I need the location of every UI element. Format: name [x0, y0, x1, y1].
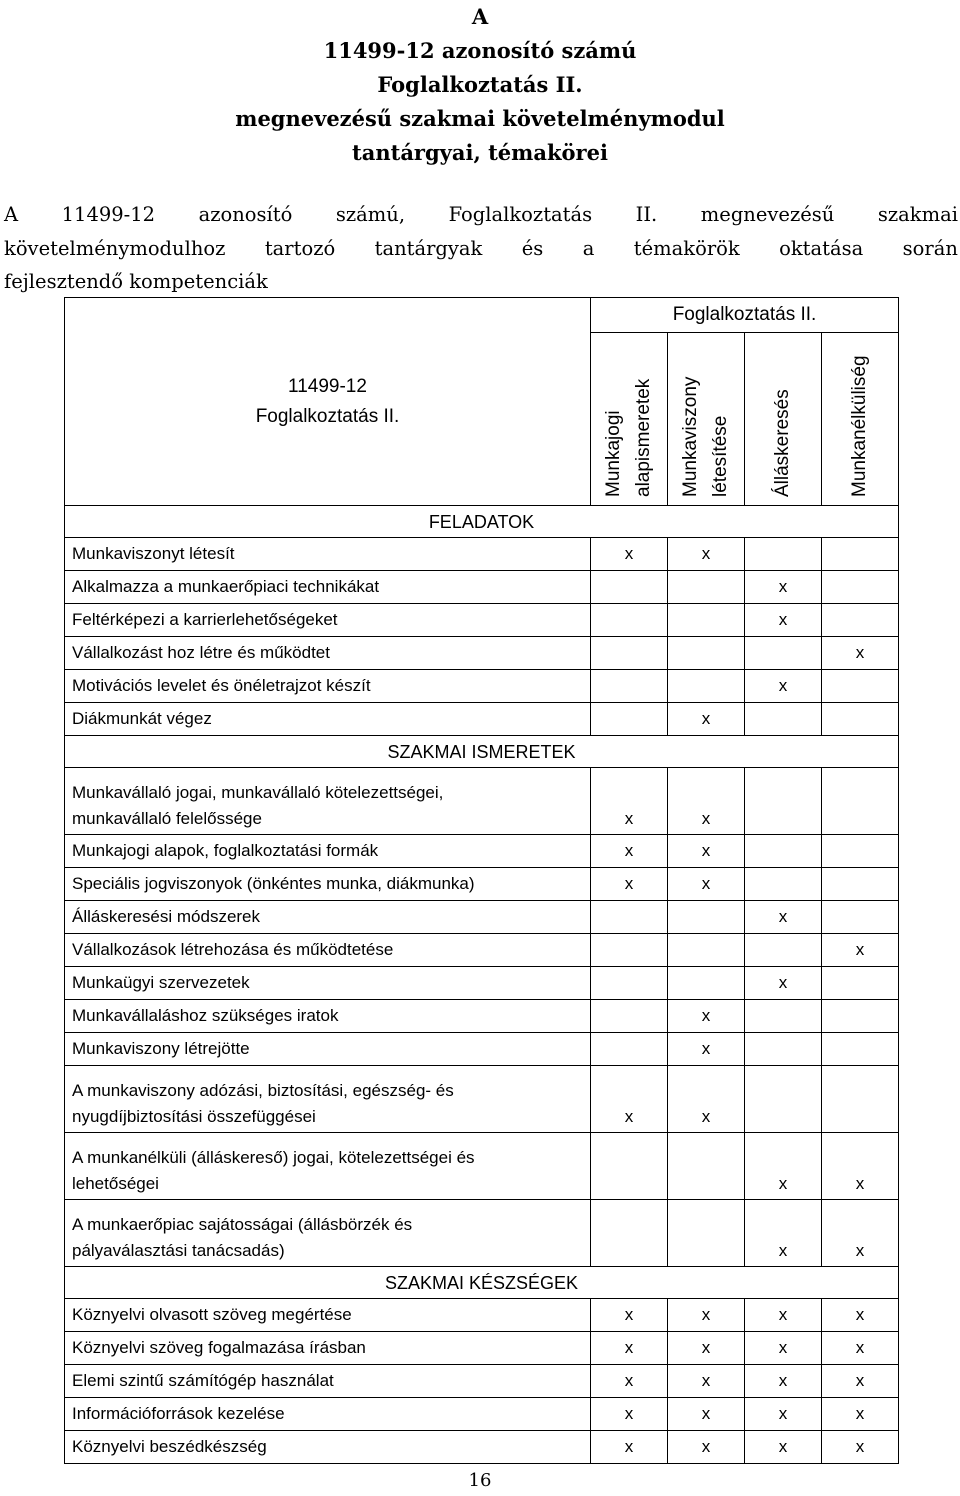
table-row: [65, 1200, 899, 1267]
intro-word: A: [4, 203, 19, 226]
title-line: Foglalkoztatás II.: [377, 72, 583, 97]
row-label-line: Diákmunkát végez: [72, 709, 212, 728]
row-label-line: Munkaviszonyt létesít: [72, 544, 235, 563]
intro-word: követelménymodulhoz: [4, 236, 226, 260]
row-label-line: Munkavállaláshoz szükséges iratok: [72, 1006, 339, 1025]
mark-cell: x: [745, 901, 822, 934]
row-label-line: Munkajogi alapok, foglalkoztatási formák: [72, 841, 379, 860]
page-number: 16: [468, 1470, 492, 1491]
mark-cell: [745, 868, 822, 901]
mark-cell: x: [822, 1299, 899, 1332]
column-header-1: [591, 333, 668, 506]
mark-cell: x: [822, 1431, 899, 1464]
mark-cell: x: [822, 934, 899, 967]
mark-cell: [591, 967, 668, 1000]
subject-group-header: Foglalkoztatás II.: [591, 298, 899, 333]
row-label: [65, 1398, 591, 1431]
mark-cell: [591, 901, 668, 934]
row-label: [65, 571, 591, 604]
mark-cell: x: [745, 1200, 822, 1267]
row-label: [65, 1431, 591, 1464]
mark-cell: [822, 571, 899, 604]
mark-cell: [591, 571, 668, 604]
mark-cell: [745, 1066, 822, 1133]
row-label-line: Köznyelvi szöveg fogalmazása írásban: [72, 1338, 366, 1357]
mark-cell: x: [668, 1066, 745, 1133]
table-row: [65, 670, 899, 703]
mark-cell: x: [591, 538, 668, 571]
table-row: [65, 1133, 899, 1200]
row-label: [65, 1133, 591, 1200]
mark-cell: [822, 703, 899, 736]
row-label: [65, 637, 591, 670]
row-label: [65, 1066, 591, 1133]
mark-cell: x: [668, 1398, 745, 1431]
mark-cell: [822, 967, 899, 1000]
row-label-line: Speciális jogviszonyok (önkéntes munka, diákmunka): [72, 874, 475, 893]
table-row: [65, 1299, 899, 1332]
table-row: [65, 1398, 899, 1431]
mark-cell: x: [591, 1299, 668, 1332]
mark-cell: [591, 1133, 668, 1200]
mark-cell: [668, 901, 745, 934]
mark-cell: x: [745, 1299, 822, 1332]
intro-word: megnevezésű: [700, 203, 835, 226]
row-label: [65, 1200, 591, 1267]
section-header: FELADATOK: [65, 506, 899, 538]
mark-cell: [591, 604, 668, 637]
title-line: tantárgyai, témakörei: [352, 140, 608, 165]
table-corner-cell: [65, 298, 591, 506]
mark-cell: x: [591, 1365, 668, 1398]
row-label-line: Munkaviszony létrejötte: [72, 1039, 250, 1058]
row-label: [65, 835, 591, 868]
column-header-text: [768, 389, 798, 497]
mark-cell: [822, 1066, 899, 1133]
mark-cell: [591, 1200, 668, 1267]
table-row: [65, 1000, 899, 1033]
table-row: [65, 604, 899, 637]
table-row: [65, 835, 899, 868]
mark-cell: x: [745, 1133, 822, 1200]
column-header-text: [599, 379, 659, 497]
mark-cell: [591, 637, 668, 670]
mark-cell: x: [668, 1000, 745, 1033]
column-header-line: létesítése: [710, 415, 731, 497]
mark-cell: [745, 768, 822, 835]
mark-cell: [745, 538, 822, 571]
row-label-line: nyugdíjbiztosítási összefüggései: [72, 1107, 316, 1126]
mark-cell: x: [668, 1033, 745, 1066]
intro-word: a: [582, 236, 595, 260]
column-header-line: Álláskeresés: [772, 389, 793, 497]
mark-cell: [745, 703, 822, 736]
intro-word: azonosító: [198, 203, 293, 226]
mark-cell: x: [745, 1431, 822, 1464]
mark-cell: x: [822, 1332, 899, 1365]
row-label-line: Vállalkozások létrehozása és működtetése: [72, 940, 394, 959]
mark-cell: x: [745, 1365, 822, 1398]
row-label-line: Információforrások kezelése: [72, 1404, 285, 1423]
row-label: [65, 967, 591, 1000]
table-row: [65, 703, 899, 736]
intro-word: számú,: [335, 203, 406, 226]
mark-cell: [822, 538, 899, 571]
row-label-line: Köznyelvi beszédkészség: [72, 1437, 267, 1456]
table-row: [65, 1332, 899, 1365]
table-row: [65, 637, 899, 670]
intro-word: 11499-12: [61, 203, 156, 226]
mark-cell: [745, 637, 822, 670]
column-header-4: [822, 333, 899, 506]
mark-cell: x: [591, 1431, 668, 1464]
mark-cell: x: [745, 604, 822, 637]
row-label: [65, 1033, 591, 1066]
mark-cell: [745, 835, 822, 868]
mark-cell: [591, 703, 668, 736]
intro-word: oktatása: [779, 236, 864, 260]
document-title: [0, 0, 960, 170]
mark-cell: x: [668, 1431, 745, 1464]
section-header: SZAKMAI ISMERETEK: [65, 736, 899, 768]
table-row: [65, 1033, 899, 1066]
row-label-line: lehetőségei: [72, 1174, 159, 1193]
mark-cell: [668, 934, 745, 967]
row-label: [65, 1299, 591, 1332]
table-row: [65, 768, 899, 835]
mark-cell: x: [745, 1398, 822, 1431]
intro-line: [4, 232, 958, 266]
mark-cell: [822, 1000, 899, 1033]
row-label-line: Alkalmazza a munkaerőpiaci technikákat: [72, 577, 380, 596]
column-header-line: alapismeretek: [633, 378, 654, 497]
table-row: [65, 1431, 899, 1464]
mark-cell: x: [668, 538, 745, 571]
mark-cell: x: [668, 768, 745, 835]
intro-line: [4, 198, 958, 232]
row-label-line: munkavállaló felelőssége: [72, 809, 262, 828]
row-label: [65, 703, 591, 736]
row-label: [65, 768, 591, 835]
mark-cell: x: [591, 1332, 668, 1365]
mark-cell: [822, 768, 899, 835]
mark-cell: [822, 868, 899, 901]
mark-cell: [591, 1000, 668, 1033]
mark-cell: [822, 604, 899, 637]
mark-cell: x: [822, 637, 899, 670]
module-name: Foglalkoztatás II.: [255, 405, 400, 427]
mark-cell: x: [668, 868, 745, 901]
mark-cell: [668, 967, 745, 1000]
mark-cell: [822, 670, 899, 703]
mark-cell: [745, 934, 822, 967]
mark-cell: x: [591, 835, 668, 868]
mark-cell: x: [668, 1299, 745, 1332]
intro-word: II.: [635, 203, 658, 226]
table-row: [65, 1365, 899, 1398]
mark-cell: x: [668, 1365, 745, 1398]
mark-cell: [668, 604, 745, 637]
table-row: [65, 901, 899, 934]
row-label: [65, 1000, 591, 1033]
table-row: [65, 571, 899, 604]
row-label-line: Köznyelvi olvasott szöveg megértése: [72, 1305, 352, 1324]
row-label: [65, 868, 591, 901]
mark-cell: x: [822, 1200, 899, 1267]
row-label: [65, 901, 591, 934]
table-row: [65, 1066, 899, 1133]
mark-cell: x: [822, 1398, 899, 1431]
mark-cell: [822, 901, 899, 934]
intro-word: tantárgyak: [374, 236, 483, 260]
column-header-text: [676, 377, 736, 497]
row-label-line: Munkavállaló jogai, munkavállaló kötelezettségei,: [72, 783, 444, 802]
column-header-line: Munkajogi: [603, 410, 624, 497]
mark-cell: [668, 1133, 745, 1200]
mark-cell: [668, 637, 745, 670]
mark-cell: x: [745, 1332, 822, 1365]
mark-cell: [822, 835, 899, 868]
mark-cell: x: [668, 703, 745, 736]
mark-cell: x: [822, 1133, 899, 1200]
title-line: 11499-12 azonosító számú: [323, 38, 637, 63]
column-header-line: Munkaviszony: [680, 376, 701, 497]
intro-word: szakmai: [877, 203, 958, 226]
column-header-line: Munkanélküliség: [849, 355, 870, 497]
row-label-line: Feltérképezi a karrierlehetőségeket: [72, 610, 338, 629]
mark-cell: x: [591, 1398, 668, 1431]
mark-cell: [745, 1000, 822, 1033]
competency-matrix: [64, 297, 899, 1464]
mark-cell: x: [668, 835, 745, 868]
table-row: [65, 934, 899, 967]
mark-cell: x: [591, 1066, 668, 1133]
module-code: 11499-12: [288, 375, 367, 397]
intro-word: témakörök: [633, 236, 740, 260]
mark-cell: x: [591, 768, 668, 835]
row-label: [65, 604, 591, 637]
mark-cell: x: [822, 1365, 899, 1398]
mark-cell: [591, 670, 668, 703]
mark-cell: x: [591, 868, 668, 901]
intro-word: tartozó: [264, 236, 336, 260]
intro-word: Foglalkoztatás: [448, 203, 593, 226]
mark-cell: x: [745, 670, 822, 703]
intro-paragraph: [4, 198, 958, 299]
mark-cell: x: [668, 1332, 745, 1365]
table-row: [65, 967, 899, 1000]
mark-cell: [668, 571, 745, 604]
section-header: SZAKMAI KÉSZSÉGEK: [65, 1267, 899, 1299]
row-label-line: Motivációs levelet és önéletrajzot készít: [72, 676, 371, 695]
row-label: [65, 1365, 591, 1398]
row-label: [65, 538, 591, 571]
row-label: [65, 670, 591, 703]
title-line: A: [471, 4, 489, 29]
intro-word: és: [521, 236, 544, 260]
row-label: [65, 1332, 591, 1365]
row-label-line: A munkaerőpiac sajátosságai (állásbörzék és: [72, 1215, 413, 1234]
row-label-line: Álláskeresési módszerek: [72, 907, 261, 926]
mark-cell: x: [745, 571, 822, 604]
mark-cell: [668, 1200, 745, 1267]
row-label-line: pályaválasztási tanácsadás): [72, 1241, 285, 1260]
column-header-text: [845, 355, 875, 497]
mark-cell: [745, 1033, 822, 1066]
intro-line: fejlesztendő kompetenciák: [4, 270, 268, 293]
table-row: [65, 538, 899, 571]
intro-word: során: [902, 236, 958, 260]
row-label-line: A munkaviszony adózási, biztosítási, egészség- és: [72, 1081, 454, 1100]
row-label-line: A munkanélküli (álláskereső) jogai, kötelezettségei és: [72, 1148, 475, 1167]
column-header-3: [745, 333, 822, 506]
row-label-line: Vállalkozást hoz létre és működtet: [72, 643, 330, 662]
column-header-2: [668, 333, 745, 506]
mark-cell: [591, 934, 668, 967]
mark-cell: [591, 1033, 668, 1066]
mark-cell: [668, 670, 745, 703]
row-label-line: Munkaügyi szervezetek: [72, 973, 250, 992]
title-line: megnevezésű szakmai követelménymodul: [235, 106, 725, 131]
mark-cell: [822, 1033, 899, 1066]
row-label: [65, 934, 591, 967]
table-row: [65, 868, 899, 901]
row-label-line: Elemi szintű számítógép használat: [72, 1371, 334, 1390]
mark-cell: x: [745, 967, 822, 1000]
